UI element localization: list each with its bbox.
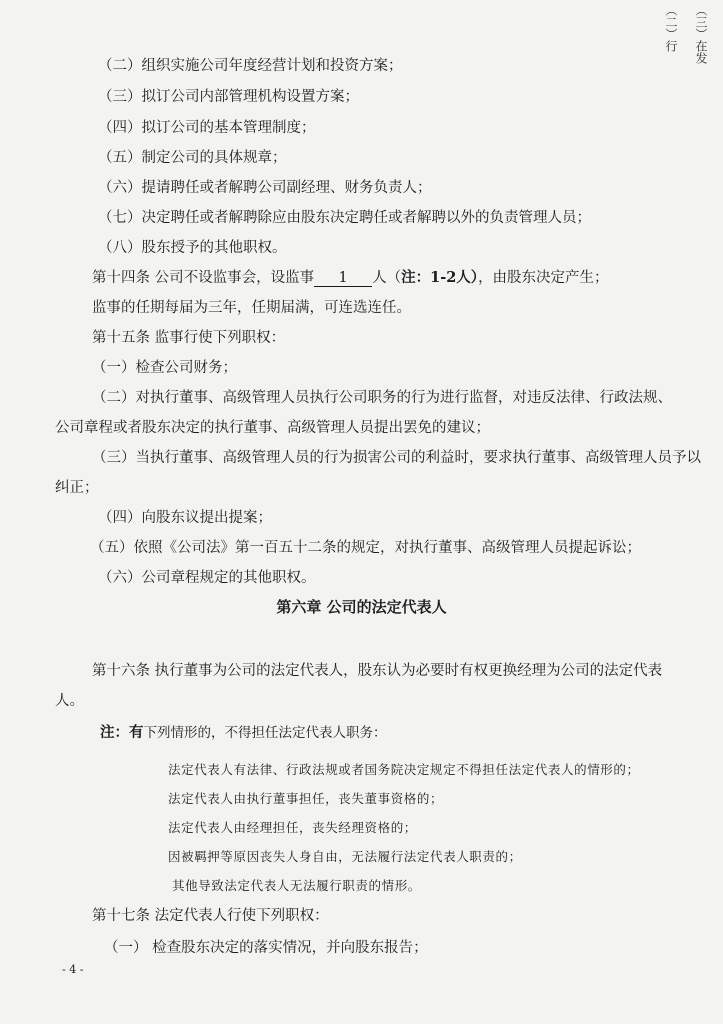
supervisor-term: 监事的任期每届为三年，任期届满，可连选连任。 [92, 300, 411, 316]
article-16: 第十六条 执行董事为公司的法定代表人，股东认为必要时有权更换经理为公司的法定代表 [92, 663, 663, 679]
page-number: - 4 - [62, 963, 84, 976]
article-14 [92, 268, 609, 288]
list-item-continuation: 纠正； [55, 480, 99, 496]
list-item: （八）股东授予的其他职权。 [98, 240, 287, 256]
list-item: （三）当执行董事、高级管理人员的行为损害公司的利益时，要求执行董事、高级管理人员予以 [92, 450, 701, 466]
list-item: （二）对执行董事、高级管理人员执行公司职务的行为进行监督，对违反法律、行政法规、 [92, 390, 672, 406]
article-15: 第十五条 监事行使下列职权： [92, 330, 286, 346]
note-item: 其他导致法定代表人无法履行职责的情形。 [172, 878, 421, 893]
list-item: （四）向股东议提出提案； [98, 510, 272, 526]
list-item: （一）检查公司财务； [92, 360, 237, 376]
note-item: 因被羁押等原因丧失人身自由，无法履行法定代表人职责的； [168, 849, 522, 864]
note-item: 法定代表人有法律、行政法规或者国务院决定规定不得担任法定代表人的情形的； [168, 762, 640, 777]
note-item: 法定代表人由经理担任，丧失经理资格的； [168, 820, 417, 835]
article-14-suffix: ，由股东决定产生； [478, 270, 609, 286]
list-item: （四）拟订公司的基本管理制度； [98, 120, 316, 136]
note-item: 法定代表人由执行董事担任，丧失董事资格的； [168, 791, 444, 806]
supervisor-count: 1 [314, 270, 372, 287]
list-item: （三）拟订公司内部管理机构设置方案； [98, 89, 359, 105]
chapter-heading: 第六章 公司的法定代表人 [276, 598, 447, 616]
edge-text: （三）在发 [694, 4, 708, 64]
article-14-note: 注：1-2人） [401, 269, 479, 286]
list-item: （二）组织实施公司年度经营计划和投资方案； [98, 58, 403, 74]
note-intro [100, 723, 387, 743]
list-item: （五）依照《公司法》第一百五十二条的规定，对执行董事、高级管理人员提起诉讼； [90, 540, 641, 556]
list-item: （六）提请聘任或者解聘公司副经理、财务负责人； [98, 180, 432, 196]
list-item: （七）决定聘任或者解聘除应由股东决定聘任或者解聘以外的负责管理人员； [98, 210, 591, 226]
article-17: 第十七条 法定代表人行使下列职权： [92, 908, 329, 924]
note-label: 注：有 [100, 724, 144, 741]
article-14-mid: 人（ [372, 270, 402, 286]
edge-text: （二）行 [664, 4, 678, 52]
list-item: （五）制定公司的具体规章； [98, 150, 287, 166]
list-item: （一） 检查股东决定的落实情况，并向股东报告； [104, 940, 428, 956]
list-item: （六）公司章程规定的其他职权。 [98, 570, 316, 586]
list-item-continuation: 公司章程或者股东决定的执行董事、高级管理人员提出罢免的建议； [55, 420, 490, 436]
note-text: 下列情形的，不得担任法定代表人职务： [143, 725, 387, 741]
article-14-prefix: 第十四条 公司不设监事会，设监事 [92, 270, 315, 286]
article-16-continuation: 人。 [55, 693, 84, 709]
